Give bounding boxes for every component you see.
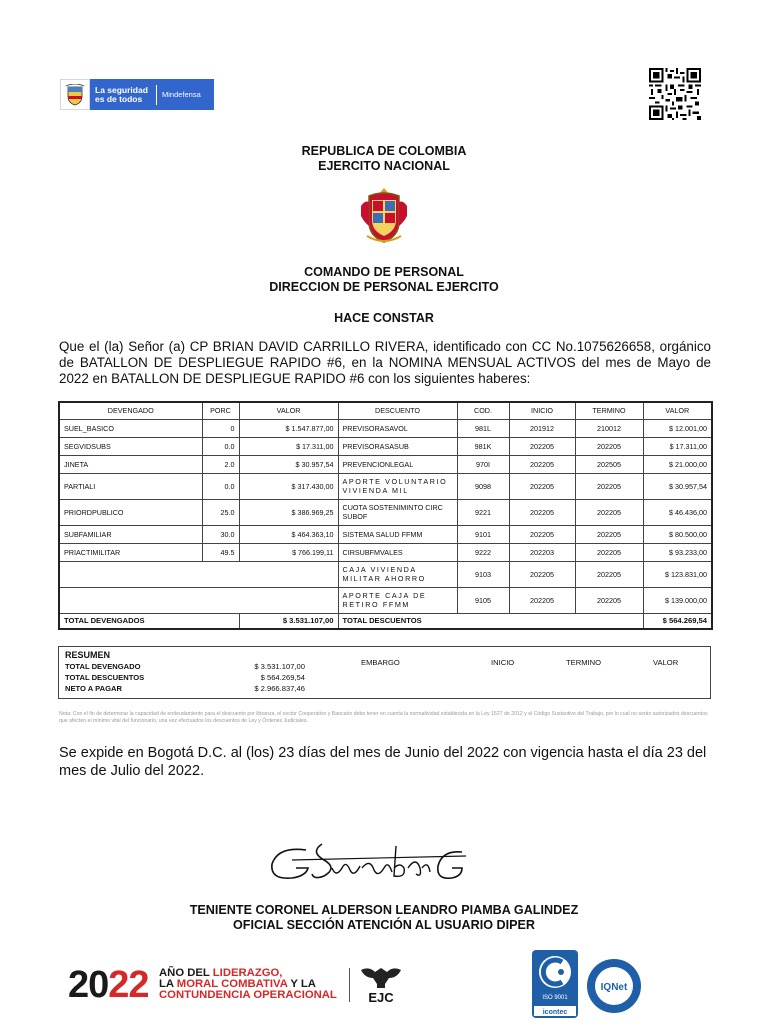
cell-termino: 202205 [575, 561, 643, 587]
summary-col-embargo: EMBARGO [361, 658, 400, 667]
cell-descuento: PREVISORASAVOL [338, 419, 457, 437]
cell-cod: 981L [457, 419, 509, 437]
cell-termino: 202205 [575, 525, 643, 543]
cell-cod: 9098 [457, 473, 509, 499]
cell-descuento: PREVISORASASUB [338, 437, 457, 455]
cell-termino: 202205 [575, 587, 643, 613]
army-crest-icon [359, 186, 409, 246]
summary-total-devengado-label: TOTAL DEVENGADO [65, 662, 141, 671]
cell-devengado: JINETA [59, 455, 202, 473]
issued-statement: Se expide en Bogotá D.C. al (los) 23 días del mes de Junio del 2022 con vigencia hasta el día 23 del mes de Julio del 2022. [59, 745, 707, 779]
cell-devengado: SUEL_BASICO [59, 419, 202, 437]
table-total-row [59, 613, 712, 629]
cell-porc: 0 [202, 419, 239, 437]
cell-cod: 9221 [457, 499, 509, 525]
cell-cod: 9101 [457, 525, 509, 543]
table-row [59, 543, 712, 561]
cell-inicio: 202205 [509, 437, 575, 455]
cell-devengado [59, 561, 338, 587]
cell-descuento: APORTE CAJA DE RETIRO FFMM [338, 587, 457, 613]
cell-descuento: CAJA VIVIENDA MILITAR AHORRO [338, 561, 457, 587]
intro-paragraph: Que el (la) Señor (a) CP BRIAN DAVID CARRILLO RIVERA, identificado con CC No.1075626658, orgánico de BATALLON DE DESPLIEGUE RAPIDO #6, en la NOMINA MENSUAL ACTIVOS del mes de Mayo de 2022 en BATALLON DE DESPLIEGUE RAPIDO #6 con los siguientes haberes: [59, 339, 711, 386]
cell-inicio: 202205 [509, 561, 575, 587]
cell-cod: 9222 [457, 543, 509, 561]
header-cod: COD. [457, 402, 509, 419]
cell-inicio: 202203 [509, 543, 575, 561]
cell-inicio: 202205 [509, 587, 575, 613]
motto-part: AÑO DEL [159, 967, 213, 979]
cell-valor: $ 1.547.877,00 [239, 419, 338, 437]
earnings-deductions-table [58, 401, 713, 630]
table-row [59, 499, 712, 525]
cell-termino: 202205 [575, 437, 643, 455]
footer-year-b: 22 [108, 964, 149, 1006]
total-descuentos-label: TOTAL DESCUENTOS [338, 613, 643, 629]
cell-termino: 202505 [575, 455, 643, 473]
total-devengados-label: TOTAL DEVENGADOS [59, 613, 239, 629]
summary-col-termino: TERMINO [566, 658, 602, 667]
cell-valor: $ 30.957,54 [239, 455, 338, 473]
header-devengado: DEVENGADO [59, 402, 202, 419]
motto-part: LIDERAZGO, [212, 967, 283, 979]
cell-termino: 202205 [575, 473, 643, 499]
footer-year [68, 965, 149, 1005]
cell-valor-descuento: $ 123.831,00 [643, 561, 712, 587]
motto-part: Y LA [287, 978, 316, 990]
cell-porc: 30.0 [202, 525, 239, 543]
army-heading: EJERCITO NACIONAL [318, 159, 450, 173]
signatory-position: OFICIAL SECCIÓN ATENCIÓN AL USUARIO DIPER [232, 918, 536, 932]
legal-note: Nota: Con el fin de determinar la capacidad de endeudamiento para el descuento por libranza, el sector Cooperativo y Bancario debe tener en cuenta la normatividad establecida en la Ley 1527 de 2012 y el Código Sustantivo del Trabajo, por lo cual no serán autorizados descuentos que afecten el mínimo vital del funcionario, una vez efectuados los descuentos de Ley y Órdenes Judiciales. [59, 711, 708, 724]
iso-text: ISO 9001 [542, 995, 568, 1001]
republic-heading: REPUBLICA DE COLOMBIA [301, 144, 467, 158]
motto-part: LA [159, 978, 177, 990]
total-devengados-value: $ 3.531.107,00 [239, 613, 338, 629]
summary-box [58, 646, 711, 699]
cell-valor-descuento: $ 93.233,00 [643, 543, 712, 561]
cell-descuento: SISTEMA SALUD FFMM [338, 525, 457, 543]
summary-total-descuentos-label: TOTAL DESCUENTOS [65, 673, 145, 682]
summary-neto-label: NETO A PAGAR [65, 684, 122, 693]
cell-inicio: 202205 [509, 455, 575, 473]
footer-motto [159, 968, 337, 1001]
cell-porc: 0.0 [202, 473, 239, 499]
header-porc: PORC [202, 402, 239, 419]
icontec-text: icontec [542, 1009, 568, 1016]
handwritten-signature [266, 838, 474, 890]
cell-valor: $ 317.430,00 [239, 473, 338, 499]
cell-cod: 9105 [457, 587, 509, 613]
total-descuentos-value: $ 564.269,54 [643, 613, 712, 629]
table-row [59, 561, 712, 587]
iqnet-certification-icon [586, 958, 642, 1014]
icontec-certification-icon [532, 950, 578, 1018]
cell-termino: 202205 [575, 499, 643, 525]
cell-devengado: SUBFAMILIAR [59, 525, 202, 543]
cell-cod: 981K [457, 437, 509, 455]
table-header-row [59, 402, 712, 419]
cell-valor-descuento: $ 17.311,00 [643, 437, 712, 455]
summary-col-valor: VALOR [653, 658, 679, 667]
logo-ministry: Mindefensa [162, 90, 201, 99]
table-row [59, 455, 712, 473]
iqnet-text: IQNet [600, 982, 628, 993]
cell-devengado: SEGVIDSUBS [59, 437, 202, 455]
cell-devengado: PRIACTIMILITAR [59, 543, 202, 561]
cell-cod: 9103 [457, 561, 509, 587]
motto-part: CONTUNDENCIA [159, 989, 254, 1001]
header-valor-descuento: VALOR [643, 402, 712, 419]
summary-neto-value: $ 2.966.837,46 [254, 684, 305, 693]
ejc-logo-icon [355, 966, 407, 1006]
cell-porc: 0.0 [202, 437, 239, 455]
colombia-shield-icon [60, 79, 90, 110]
cell-inicio: 202205 [509, 499, 575, 525]
cell-devengado: PARTIALI [59, 473, 202, 499]
header-descuento: DESCUENTO [338, 402, 457, 419]
cell-devengado [59, 587, 338, 613]
cell-descuento: CUOTA SOSTENIMINTO CIRC SUBOF [338, 499, 457, 525]
summary-total-descuentos-value: $ 564.269,54 [260, 673, 305, 682]
cell-descuento: CIRSUBFMVALES [338, 543, 457, 561]
qr-code-icon [649, 68, 701, 120]
cell-valor-descuento: $ 12.001,00 [643, 419, 712, 437]
header-valor: VALOR [239, 402, 338, 419]
cell-inicio: 202205 [509, 473, 575, 499]
cell-porc: 25.0 [202, 499, 239, 525]
cell-descuento: APORTE VOLUNTARIO VIVIENDA MIL [338, 473, 457, 499]
direction-heading: DIRECCION DE PERSONAL EJERCITO [269, 280, 499, 294]
cell-valor: $ 766.199,11 [239, 543, 338, 561]
cell-termino: 210012 [575, 419, 643, 437]
logo-slogan: La seguridad es de todos [95, 84, 148, 104]
summary-col-inicio: INICIO [491, 658, 515, 667]
table-row [59, 473, 712, 499]
cell-valor: $ 386.969,25 [239, 499, 338, 525]
cell-valor-descuento: $ 21.000,00 [643, 455, 712, 473]
signatory-name: TENIENTE CORONEL ALDERSON LEANDRO PIAMBA GALINDEZ [189, 903, 579, 917]
cell-descuento: PREVENCIONLEGAL [338, 455, 457, 473]
cell-devengado: PRIORDPUBLICO [59, 499, 202, 525]
motto-part: MORAL COMBATIVA [176, 978, 288, 990]
cell-porc: 2.0 [202, 455, 239, 473]
certifies-heading: HACE CONSTAR [334, 311, 434, 325]
header-termino: TERMINO [575, 402, 643, 419]
cell-valor-descuento: $ 80.500,00 [643, 525, 712, 543]
summary-total-devengado-value: $ 3.531.107,00 [254, 662, 305, 671]
cell-termino: 202205 [575, 543, 643, 561]
cell-valor-descuento: $ 46.436,00 [643, 499, 712, 525]
cell-cod: 970I [457, 455, 509, 473]
table-row [59, 587, 712, 613]
ejc-text: EJC [368, 990, 394, 1005]
cell-valor-descuento: $ 139.000,00 [643, 587, 712, 613]
government-logo [60, 79, 214, 110]
command-heading: COMANDO DE PERSONAL [304, 265, 464, 279]
table-row [59, 419, 712, 437]
summary-title: RESUMEN [65, 650, 111, 660]
table-row [59, 525, 712, 543]
header-inicio: INICIO [509, 402, 575, 419]
cell-valor-descuento: $ 30.957,54 [643, 473, 712, 499]
cell-valor: $ 17.311,00 [239, 437, 338, 455]
motto-part: OPERACIONAL [253, 989, 337, 1001]
cell-inicio: 202205 [509, 525, 575, 543]
cell-valor: $ 464.363,10 [239, 525, 338, 543]
cell-inicio: 201912 [509, 419, 575, 437]
table-row [59, 437, 712, 455]
footer-year-a: 20 [68, 964, 109, 1006]
cell-porc: 49.5 [202, 543, 239, 561]
